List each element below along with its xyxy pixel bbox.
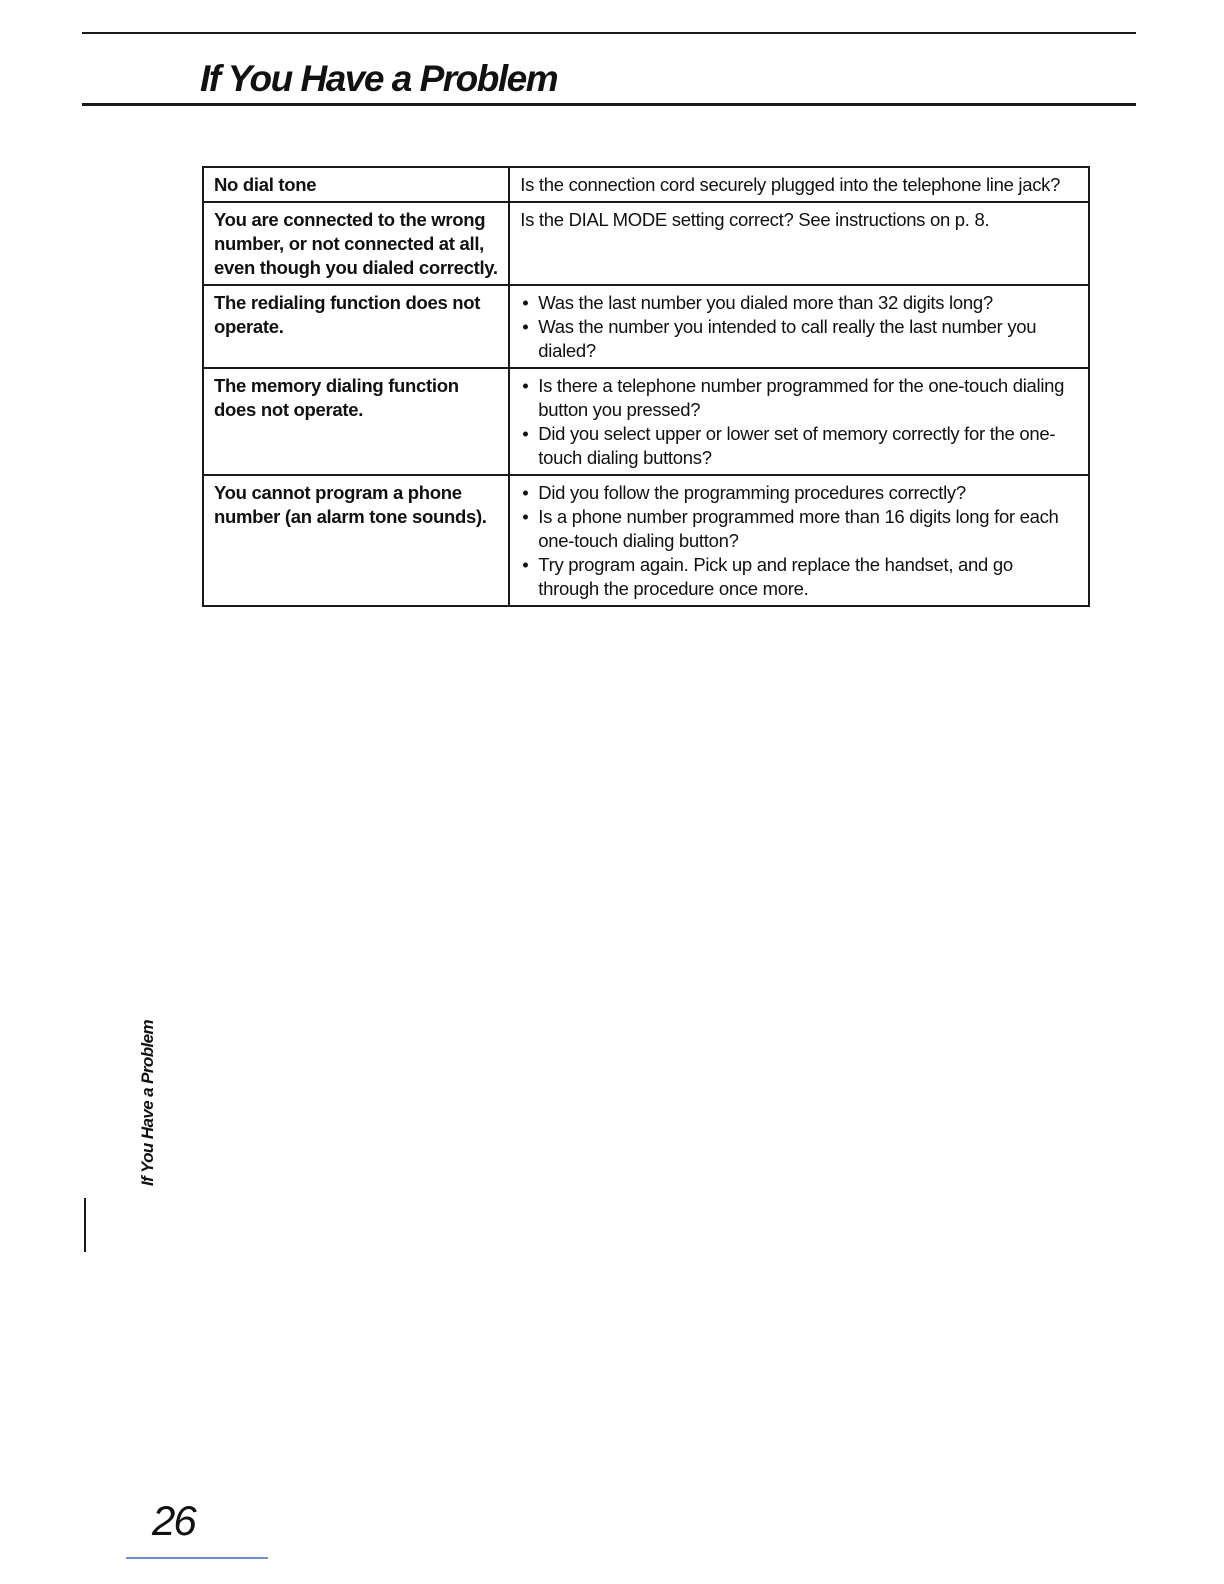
problem-cell: The memory dialing function does not operate. [203, 368, 509, 475]
list-item: • Try program again. Pick up and replace the handset, and go through the procedure once more. [520, 553, 1078, 601]
list-item: • Did you select upper or lower set of memory correctly for the one-touch dialing buttons? [520, 422, 1078, 470]
side-tab-label: If You Have a Problem [138, 1020, 157, 1186]
remedy-cell [509, 368, 1089, 475]
troubleshooting-table [202, 166, 1090, 607]
section-side-tab [130, 1000, 166, 1206]
problem-cell: The redialing function does not operate. [203, 285, 509, 368]
problem-cell: You cannot program a phone number (an alarm tone sounds). [203, 475, 509, 606]
page-title: If You Have a Problem [200, 58, 558, 99]
list-item: • Is there a telephone number programmed for the one-touch dialing button you pressed? [520, 374, 1078, 422]
table-row [203, 167, 1089, 202]
table-row [203, 202, 1089, 285]
problem-cell: No dial tone [203, 167, 509, 202]
page-number: 26 [152, 1497, 195, 1544]
remedy-list [520, 291, 1078, 363]
problem-cell: You are connected to the wrong number, or not connected at all, even though you dialed correctly. [203, 202, 509, 285]
remedy-cell [509, 285, 1089, 368]
table-row [203, 285, 1089, 368]
remedy-cell [509, 475, 1089, 606]
list-item: • Was the last number you dialed more than 32 digits long? [520, 291, 1078, 315]
remedy-list [520, 481, 1078, 601]
list-item: • Was the number you intended to call really the last number you dialed? [520, 315, 1078, 363]
list-item: • Did you follow the programming procedures correctly? [520, 481, 1078, 505]
remedy-list [520, 374, 1078, 470]
footer-rule [126, 1557, 268, 1559]
table-row [203, 475, 1089, 606]
table-row [203, 368, 1089, 475]
list-item: • Is a phone number programmed more than 16 digits long for each one-touch dialing button? [520, 505, 1078, 553]
remedy-cell: Is the DIAL MODE setting correct? See instructions on p. 8. [509, 202, 1089, 285]
section-marker-bar [84, 1198, 86, 1252]
top-rule [82, 32, 1136, 34]
title-underline [82, 103, 1136, 106]
remedy-cell: Is the connection cord securely plugged into the telephone line jack? [509, 167, 1089, 202]
